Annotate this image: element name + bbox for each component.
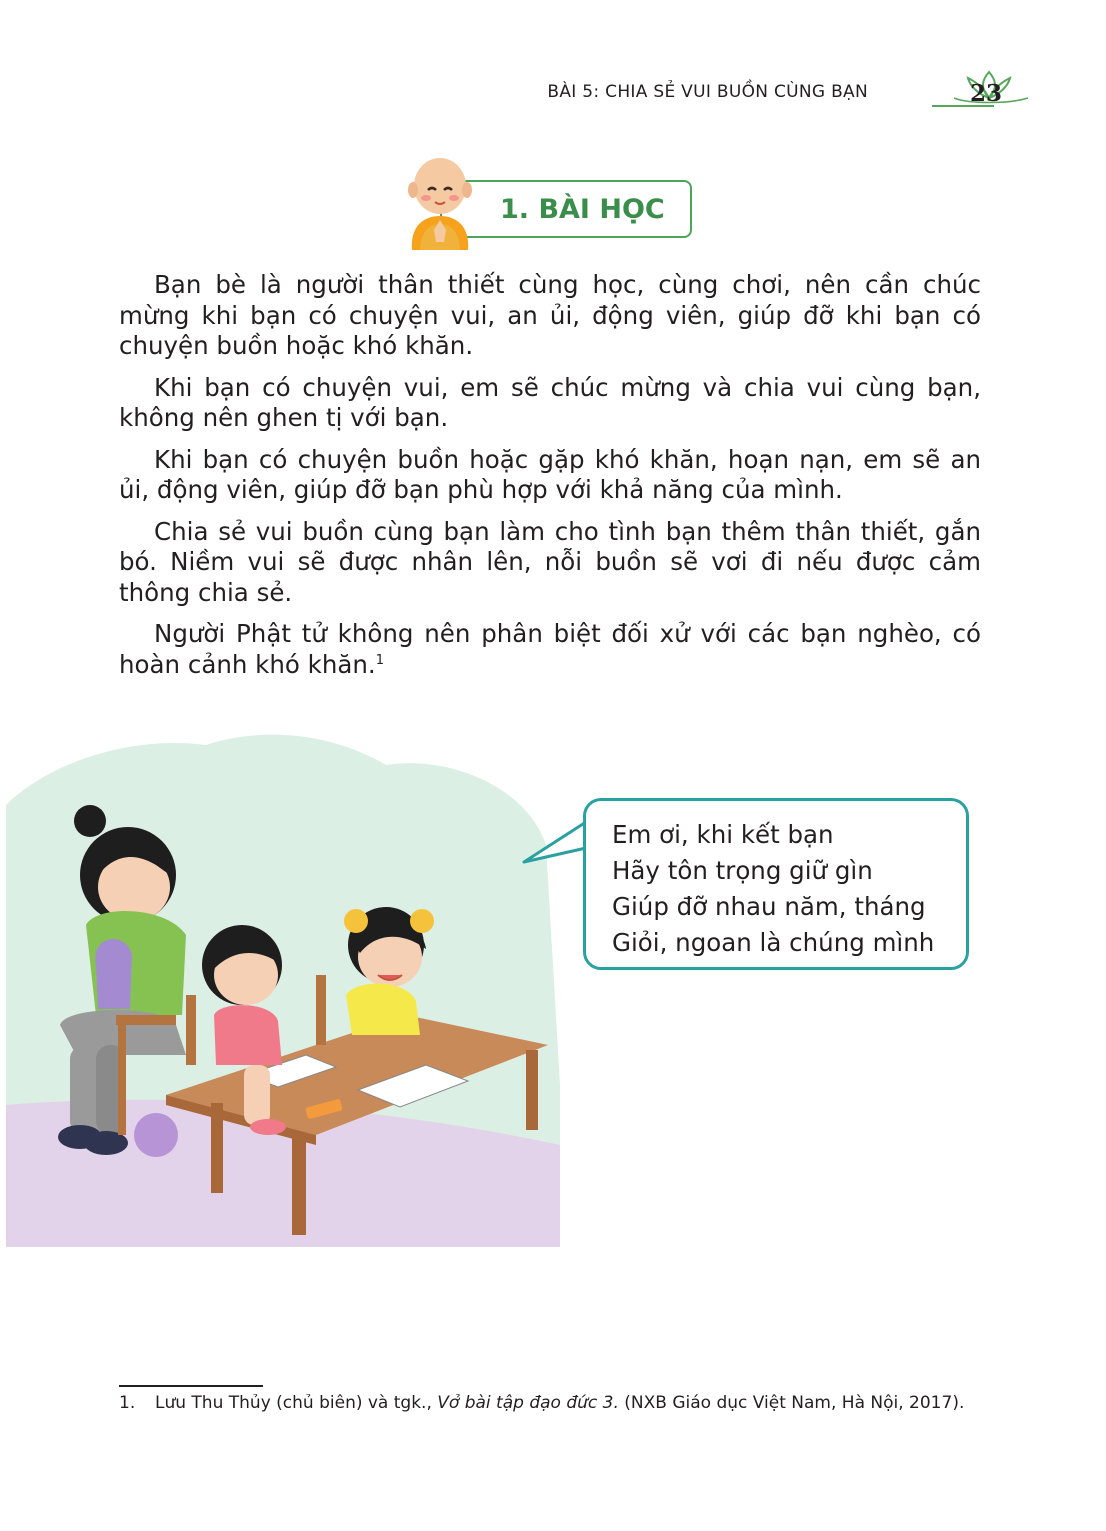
paragraph: Khi bạn có chuyện vui, em sẽ chúc mừng và chia vui cùng bạn, không nên ghen tị với bạn. — [119, 372, 981, 432]
paragraph-with-footnote — [119, 619, 981, 680]
poem-line: Em ơi, khi kết bạn — [612, 820, 834, 849]
footnote-author: Lưu Thu Thủy (chủ biên) và tgk., — [155, 1393, 432, 1413]
running-header — [547, 76, 1040, 116]
poem — [612, 817, 934, 961]
paragraph: Người Phật tử không nên phân biệt đối xử với các bạn nghèo, có hoàn cảnh khó khăn. — [119, 619, 981, 679]
paragraph: Khi bạn có chuyện buồn hoặc gặp khó khăn, hoạn nạn, em sẽ an ủi, động viên, giúp đỡ bạn phù hợp với khả năng của mình. — [119, 444, 981, 504]
paragraph: Chia sẻ vui buồn cùng bạn làm cho tình bạn thêm thân thiết, gắn bó. Niềm vui sẽ được nhân lên, nỗi buồn sẽ vơi đi nếu được cảm thông chia sẻ. — [119, 516, 981, 607]
paragraph: Bạn bè là người thân thiết cùng học, cùng chơi, nên cần chúc mừng khi bạn có chuyện vui, an ủi, động viên, giúp đỡ khi bạn có chuyện buồn hoặc khó khăn. — [119, 270, 981, 360]
family-study-illustration — [6, 725, 562, 1247]
footnote-divider — [119, 1385, 263, 1387]
chapter-title: BÀI 5: CHIA SẺ VUI BUỒN CÙNG BẠN — [547, 82, 868, 102]
footnote-number: 1. — [119, 1393, 136, 1413]
monk-icon — [404, 150, 476, 252]
footnote-reference[interactable]: 1 — [375, 652, 384, 668]
footnote-publisher: (NXB Giáo dục Việt Nam, Hà Nội, 2017). — [624, 1393, 965, 1413]
speech-bubble-tail — [520, 818, 590, 868]
poem-line: Hãy tôn trọng giữ gìn — [612, 856, 873, 885]
lesson-body — [119, 270, 981, 691]
footnote-book-title: Vở bài tập đạo đức 3. — [437, 1393, 619, 1413]
poem-line: Giúp đỡ nhau năm, tháng — [612, 892, 926, 921]
section-heading-box — [440, 180, 692, 238]
section-heading: 1. BÀI HỌC — [500, 194, 665, 225]
poem-line: Giỏi, ngoan là chúng mình — [612, 928, 935, 957]
speech-bubble — [583, 798, 969, 970]
page-number: 23 — [970, 80, 1003, 107]
footnote — [119, 1392, 981, 1414]
